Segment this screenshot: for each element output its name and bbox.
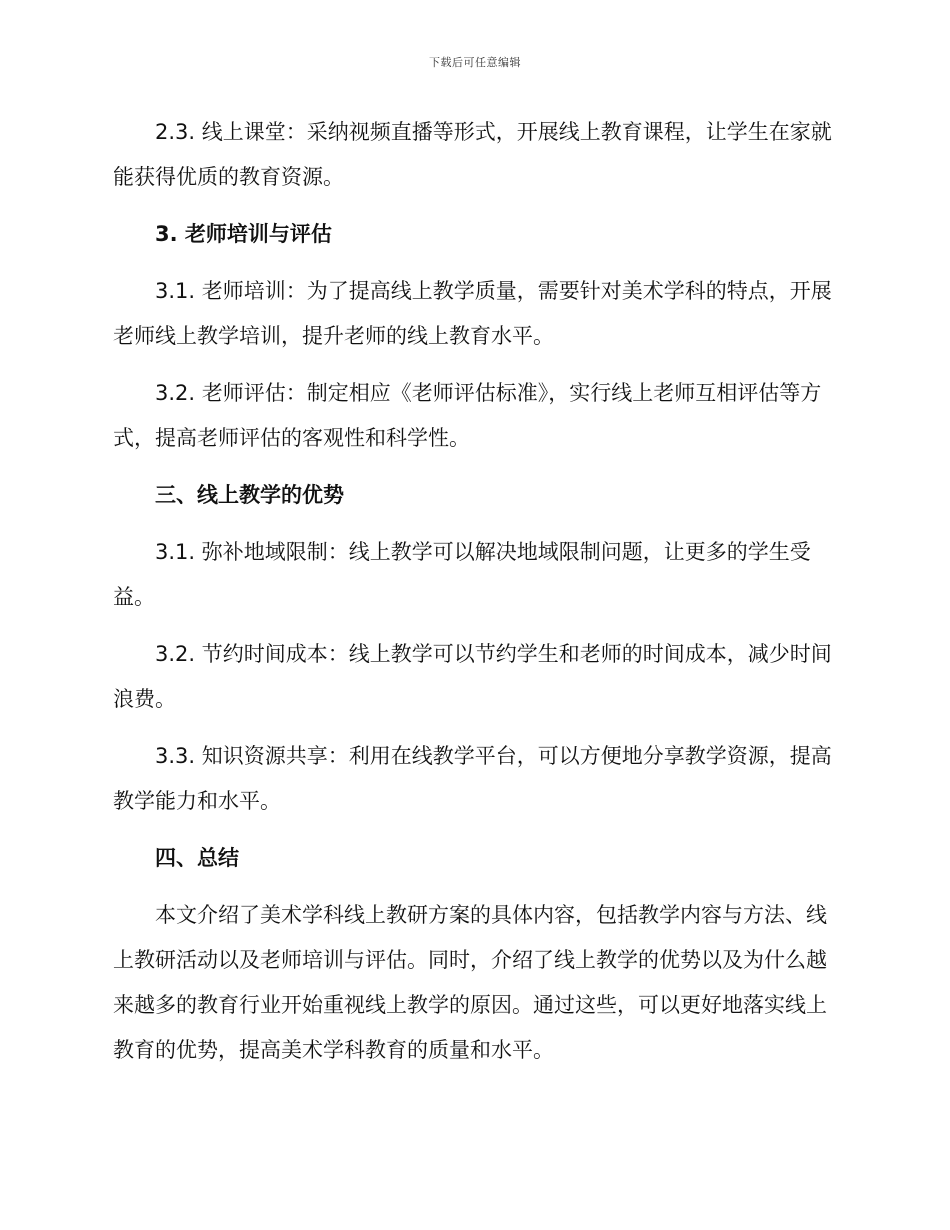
paragraph-summary: 本文介绍了美术学科线上教研方案的具体内容，包括教学内容与方法、线上教研活动以及老师培训与评估。同时，介绍了线上教学的优势以及为什么越来越多的教育行业开始重视线上教学的原因。通过这些，可以更好地落实线上教育的优势，提高美术学科教育的质量和水平。 [113,903,827,1062]
paragraph-advantage-resources: 3.3. 知识资源共享：利用在线教学平台，可以方便地分享教学资源，提高教学能力和水平。 [113,744,832,813]
page-header-note: 下载后可任意编辑 [429,56,521,69]
paragraph-advantage-region: 3.1. 弥补地域限制：线上教学可以解决地域限制问题，让更多的学生受益。 [113,540,811,609]
heading-section-four-summary: 四、总结 [155,846,239,870]
paragraph-advantage-time: 3.2. 节约时间成本：线上教学可以节约学生和老师的时间成本，减少时间浪费。 [113,642,832,711]
heading-section-three-advantages: 三、线上教学的优势 [155,483,344,507]
heading-3-teacher-training: 3. 老师培训与评估 [155,222,332,246]
paragraph-3-1-teacher-training: 3.1. 老师培训：为了提高线上教学质量，需要针对美术学科的特点，开展老师线上教学培训，提升老师的线上教育水平。 [113,279,832,348]
paragraph-3-2-teacher-evaluation: 3.2. 老师评估：制定相应《老师评估标准》，实行线上老师互相评估等方式，提高老师评估的客观性和科学性。 [113,381,822,450]
document-body [113,110,833,1073]
paragraph-2-3-online-classroom: 2.3. 线上课堂：采纳视频直播等形式，开展线上教育课程，让学生在家就能获得优质的教育资源。 [113,120,832,189]
